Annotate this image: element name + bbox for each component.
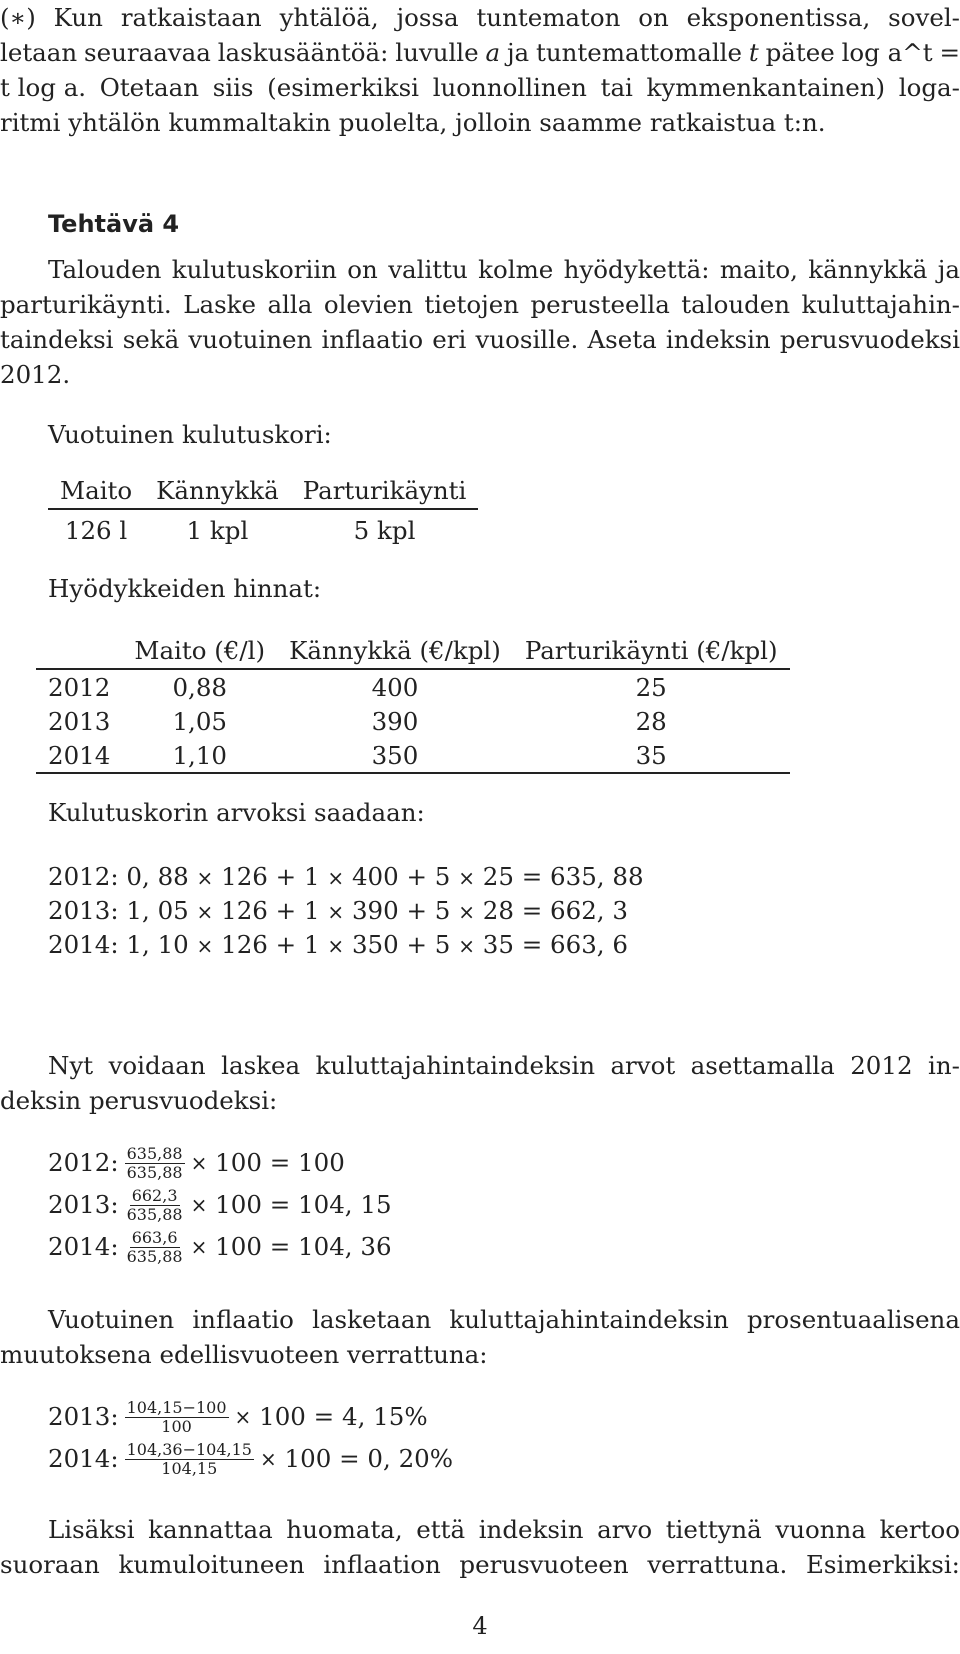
calc-year: 2012: (48, 862, 119, 891)
intro-line (0, 35, 960, 70)
calc-term: 126 + 1 (221, 862, 320, 891)
index-calculations (48, 1142, 392, 1268)
task-word: Talouden (48, 255, 162, 284)
closing-word: että (416, 1515, 466, 1544)
prices-year-cell: 2013 (48, 706, 111, 736)
basket-header-cell: Kännykkä (156, 475, 279, 505)
task-line (0, 357, 960, 392)
prices-header-cell (36, 632, 122, 669)
inflation-paragraph (0, 1302, 960, 1372)
task-word: kolme (478, 255, 554, 284)
calc-term: 1, 05 (126, 896, 189, 925)
inflation-row (48, 1438, 453, 1480)
prices-row (36, 738, 790, 773)
task-word: maito, (719, 255, 798, 284)
times-symbol: × (196, 900, 214, 924)
times-symbol: × (259, 1447, 277, 1471)
prices-row (36, 704, 790, 738)
intro-word: pätee (765, 38, 835, 67)
times-symbol: × (190, 1193, 208, 1217)
fraction (125, 1145, 185, 1182)
fraction (125, 1187, 185, 1224)
index-row (48, 1226, 392, 1268)
index-paragraph (0, 1048, 960, 1118)
task-word: vuosille. (475, 325, 579, 354)
prices-cell: 0,88 (172, 672, 227, 702)
prices-cell: 35 (635, 740, 667, 770)
intro-word: luvulle (395, 38, 479, 67)
closing-word: inflaation (323, 1550, 441, 1579)
intro-word: on (638, 3, 669, 32)
intro-word: laskusääntöä: (217, 38, 389, 67)
index-word: kuluttajahintaindeksin (315, 1051, 595, 1080)
closing-word: huomata, (286, 1515, 403, 1544)
index-year: 2013: (48, 1190, 119, 1219)
index-line (0, 1083, 960, 1118)
task-word: hyödykettä: (563, 255, 710, 284)
intro-word: log a^t (841, 38, 933, 67)
intro-word: a (485, 38, 501, 67)
fraction (125, 1441, 254, 1478)
calc-year: 2013: (48, 896, 119, 925)
task-line (0, 287, 960, 322)
intro-word: jossa (396, 3, 459, 32)
fraction-numerator: 635,88 (126, 1143, 183, 1163)
index-word: deksin perusvuodeksi: (0, 1086, 278, 1115)
index-year: 2014: (48, 1232, 119, 1261)
calc-term: 0, 88 (126, 862, 189, 891)
inflation-line (48, 1302, 960, 1337)
index-word: voidaan (108, 1051, 206, 1080)
times-symbol: × (327, 934, 345, 958)
prices-header-cell: Parturikäynti (€/kpl) (524, 635, 778, 665)
index-word: arvot (610, 1051, 676, 1080)
calc-term: 25 = 635, 88 (482, 862, 644, 891)
inflation-year: 2014: (48, 1444, 119, 1473)
task-word: perusvuodeksi (779, 325, 960, 354)
task-word: taindeksi (0, 325, 114, 354)
fraction-numerator: 104,15−100 (126, 1397, 227, 1417)
basket-cell: 126 l (64, 515, 128, 545)
task-word: olevien (323, 290, 413, 319)
intro-word: siis (212, 73, 254, 102)
basket-header-cell: Parturikäynti (302, 475, 467, 505)
calc-term: 1, 10 (126, 930, 189, 959)
prices-cell: 1,05 (172, 706, 227, 736)
basket-header-cell: Maito (60, 475, 133, 505)
closing-word: suoraan (0, 1550, 100, 1579)
times-symbol: × (234, 1405, 252, 1429)
task-word: sekä (122, 325, 180, 354)
index-year: 2012: (48, 1148, 119, 1177)
intro-word: (esimerkiksi (267, 73, 420, 102)
fraction-numerator: 104,36−104,15 (126, 1439, 252, 1459)
basket-row (48, 509, 478, 550)
closing-word: tiettynä (665, 1515, 762, 1544)
fraction-denominator: 635,88 (126, 1246, 183, 1266)
task-word: vuotuinen (188, 325, 313, 354)
task-word: talouden (681, 290, 791, 319)
intro-word: seuraavaa (84, 38, 211, 67)
inflation-word: inflaatio (192, 1305, 294, 1334)
calc-term: 126 + 1 (221, 930, 320, 959)
prices-cell: 28 (635, 706, 667, 736)
index-word: in- (928, 1051, 960, 1080)
intro-word: letaan (0, 38, 78, 67)
prices-header-row (36, 632, 790, 669)
inflation-result: 100 = 0, 20% (284, 1444, 454, 1473)
times-symbol: × (327, 866, 345, 890)
intro-word: kymmenkantainen) (646, 73, 886, 102)
task-paragraph (0, 252, 960, 392)
task-word: perusteella (530, 290, 670, 319)
closing-word: Lisäksi (48, 1515, 135, 1544)
times-symbol: × (327, 900, 345, 924)
task-word: 2012. (0, 360, 71, 389)
task-line (48, 252, 960, 287)
intro-word: (∗) (0, 3, 36, 32)
intro-word: ritmi yhtälön kummaltakin puolelta, jolloin saamme ratkaistua t:n. (0, 108, 826, 137)
inflation-line (0, 1337, 960, 1372)
intro-word: Kun (53, 3, 103, 32)
prices-cell: 350 (371, 740, 419, 770)
fraction-denominator: 635,88 (126, 1204, 183, 1224)
fraction-denominator: 100 (161, 1416, 192, 1436)
index-result: 100 = 100 (215, 1148, 345, 1177)
intro-line (0, 105, 960, 140)
intro-word: eksponentissa, (686, 3, 871, 32)
index-row (48, 1184, 392, 1226)
times-symbol: × (196, 934, 214, 958)
intro-line (0, 70, 960, 105)
calc-row (48, 928, 644, 962)
task-word: kuluttajahin- (801, 290, 960, 319)
calc-term: 390 + 5 (351, 896, 451, 925)
calc-row (48, 894, 644, 928)
times-symbol: × (458, 866, 475, 890)
task-word: inflaatio (321, 325, 424, 354)
page-number: 4 (472, 1612, 488, 1640)
closing-line (48, 1512, 960, 1547)
task-word: valittu (388, 255, 468, 284)
basket-header-row (48, 472, 478, 509)
task-word: kulutuskoriin (171, 255, 337, 284)
calc-row (48, 860, 644, 894)
basket-value-label: Kulutuskorin arvoksi saadaan: (48, 798, 425, 827)
inflation-word: kuluttajahintaindeksin (449, 1305, 729, 1334)
basket-cell: 1 kpl (186, 515, 249, 545)
index-word: Nyt (48, 1051, 94, 1080)
prices-cell: 390 (371, 706, 419, 736)
task-line (0, 322, 960, 357)
closing-word: Esimerkiksi: (806, 1550, 960, 1579)
inflation-word: prosentuaalisena (746, 1305, 960, 1334)
fraction-denominator: 104,15 (161, 1458, 218, 1478)
task-word: ja (937, 255, 960, 284)
fraction (125, 1399, 229, 1436)
closing-line (0, 1547, 960, 1582)
intro-word: Otetaan (99, 73, 200, 102)
task-word: indeksin (665, 325, 771, 354)
task-word: alla (267, 290, 313, 319)
intro-line (0, 0, 960, 35)
fraction-numerator: 662,3 (131, 1185, 178, 1205)
prices-label: Hyödykkeiden hinnat: (48, 574, 322, 603)
intro-word: sovel- (888, 3, 960, 32)
task-heading: Tehtävä 4 (48, 210, 180, 238)
prices-header-cell: Kännykkä (€/kpl) (289, 635, 501, 665)
task-word: tietojen (424, 290, 519, 319)
times-symbol: × (458, 934, 475, 958)
fraction (125, 1229, 185, 1266)
closing-word: vuonna (775, 1515, 866, 1544)
task-word: Laske (183, 290, 256, 319)
prices-year-cell: 2012 (48, 672, 111, 702)
closing-word: kertoo (879, 1515, 960, 1544)
intro-word: tai (600, 73, 633, 102)
index-result: 100 = 104, 36 (215, 1232, 392, 1261)
inflation-calculations (48, 1396, 453, 1480)
calc-term: 28 = 662, 3 (482, 896, 628, 925)
inflation-result: 100 = 4, 15% (259, 1402, 428, 1431)
calc-term: 400 + 5 (351, 862, 451, 891)
index-word: 2012 (850, 1051, 913, 1080)
closing-word: kumuloituneen (118, 1550, 305, 1579)
intro-word: yhtälöä, (279, 3, 379, 32)
prices-table (36, 632, 790, 774)
times-symbol: × (458, 900, 475, 924)
closing-paragraph (0, 1512, 960, 1582)
task-word: on (347, 255, 378, 284)
intro-word: loga- (898, 73, 960, 102)
closing-word: kannattaa (148, 1515, 273, 1544)
inflation-word: lasketaan (312, 1305, 432, 1334)
inflation-year: 2013: (48, 1402, 119, 1431)
task-word: kännykkä (808, 255, 928, 284)
index-word: laskea (221, 1051, 301, 1080)
times-symbol: × (196, 866, 214, 890)
intro-word: luonnollinen (432, 73, 587, 102)
intro-word: tuntemattomalle (535, 38, 743, 67)
intro-word: tuntematon (476, 3, 621, 32)
prices-cell: 25 (635, 672, 667, 702)
basket-table (48, 472, 478, 550)
calc-term: 35 = 663, 6 (482, 930, 628, 959)
times-symbol: × (190, 1235, 208, 1259)
inflation-row (48, 1396, 453, 1438)
prices-row (36, 669, 790, 704)
task-word: parturikäynti. (0, 290, 172, 319)
prices-header-cell: Maito (€/l) (134, 635, 266, 665)
intro-word: t log a. (0, 73, 87, 102)
fraction-numerator: 663,6 (131, 1227, 178, 1247)
intro-word: ja (506, 38, 530, 67)
calc-term: 350 + 5 (351, 930, 451, 959)
times-symbol: × (190, 1151, 208, 1175)
intro-word: ratkaistaan (120, 3, 262, 32)
task-word: eri (432, 325, 467, 354)
closing-word: verrattuna. (647, 1550, 788, 1579)
calc-year: 2014: (48, 930, 119, 959)
index-line (48, 1048, 960, 1083)
prices-cell: 400 (371, 672, 419, 702)
basket-label: Vuotuinen kulutuskori: (48, 420, 332, 449)
fraction-denominator: 635,88 (126, 1162, 183, 1182)
basket-value-calculations (48, 860, 644, 962)
prices-year-cell: 2014 (48, 740, 111, 770)
intro-paragraph (0, 0, 960, 140)
intro-word: t (748, 38, 759, 67)
inflation-word: Vuotuinen (48, 1305, 175, 1334)
intro-word: = (939, 38, 960, 67)
closing-word: arvo (597, 1515, 653, 1544)
index-row (48, 1142, 392, 1184)
index-result: 100 = 104, 15 (215, 1190, 392, 1219)
index-word: asettamalla (690, 1051, 835, 1080)
closing-word: perusvuoteen (459, 1550, 629, 1579)
calc-term: 126 + 1 (221, 896, 320, 925)
basket-cell: 5 kpl (353, 515, 416, 545)
prices-cell: 1,10 (172, 740, 227, 770)
task-word: Aseta (587, 325, 657, 354)
inflation-word: muutoksena edellisvuoteen verrattuna: (0, 1340, 488, 1369)
closing-word: indeksin (478, 1515, 584, 1544)
